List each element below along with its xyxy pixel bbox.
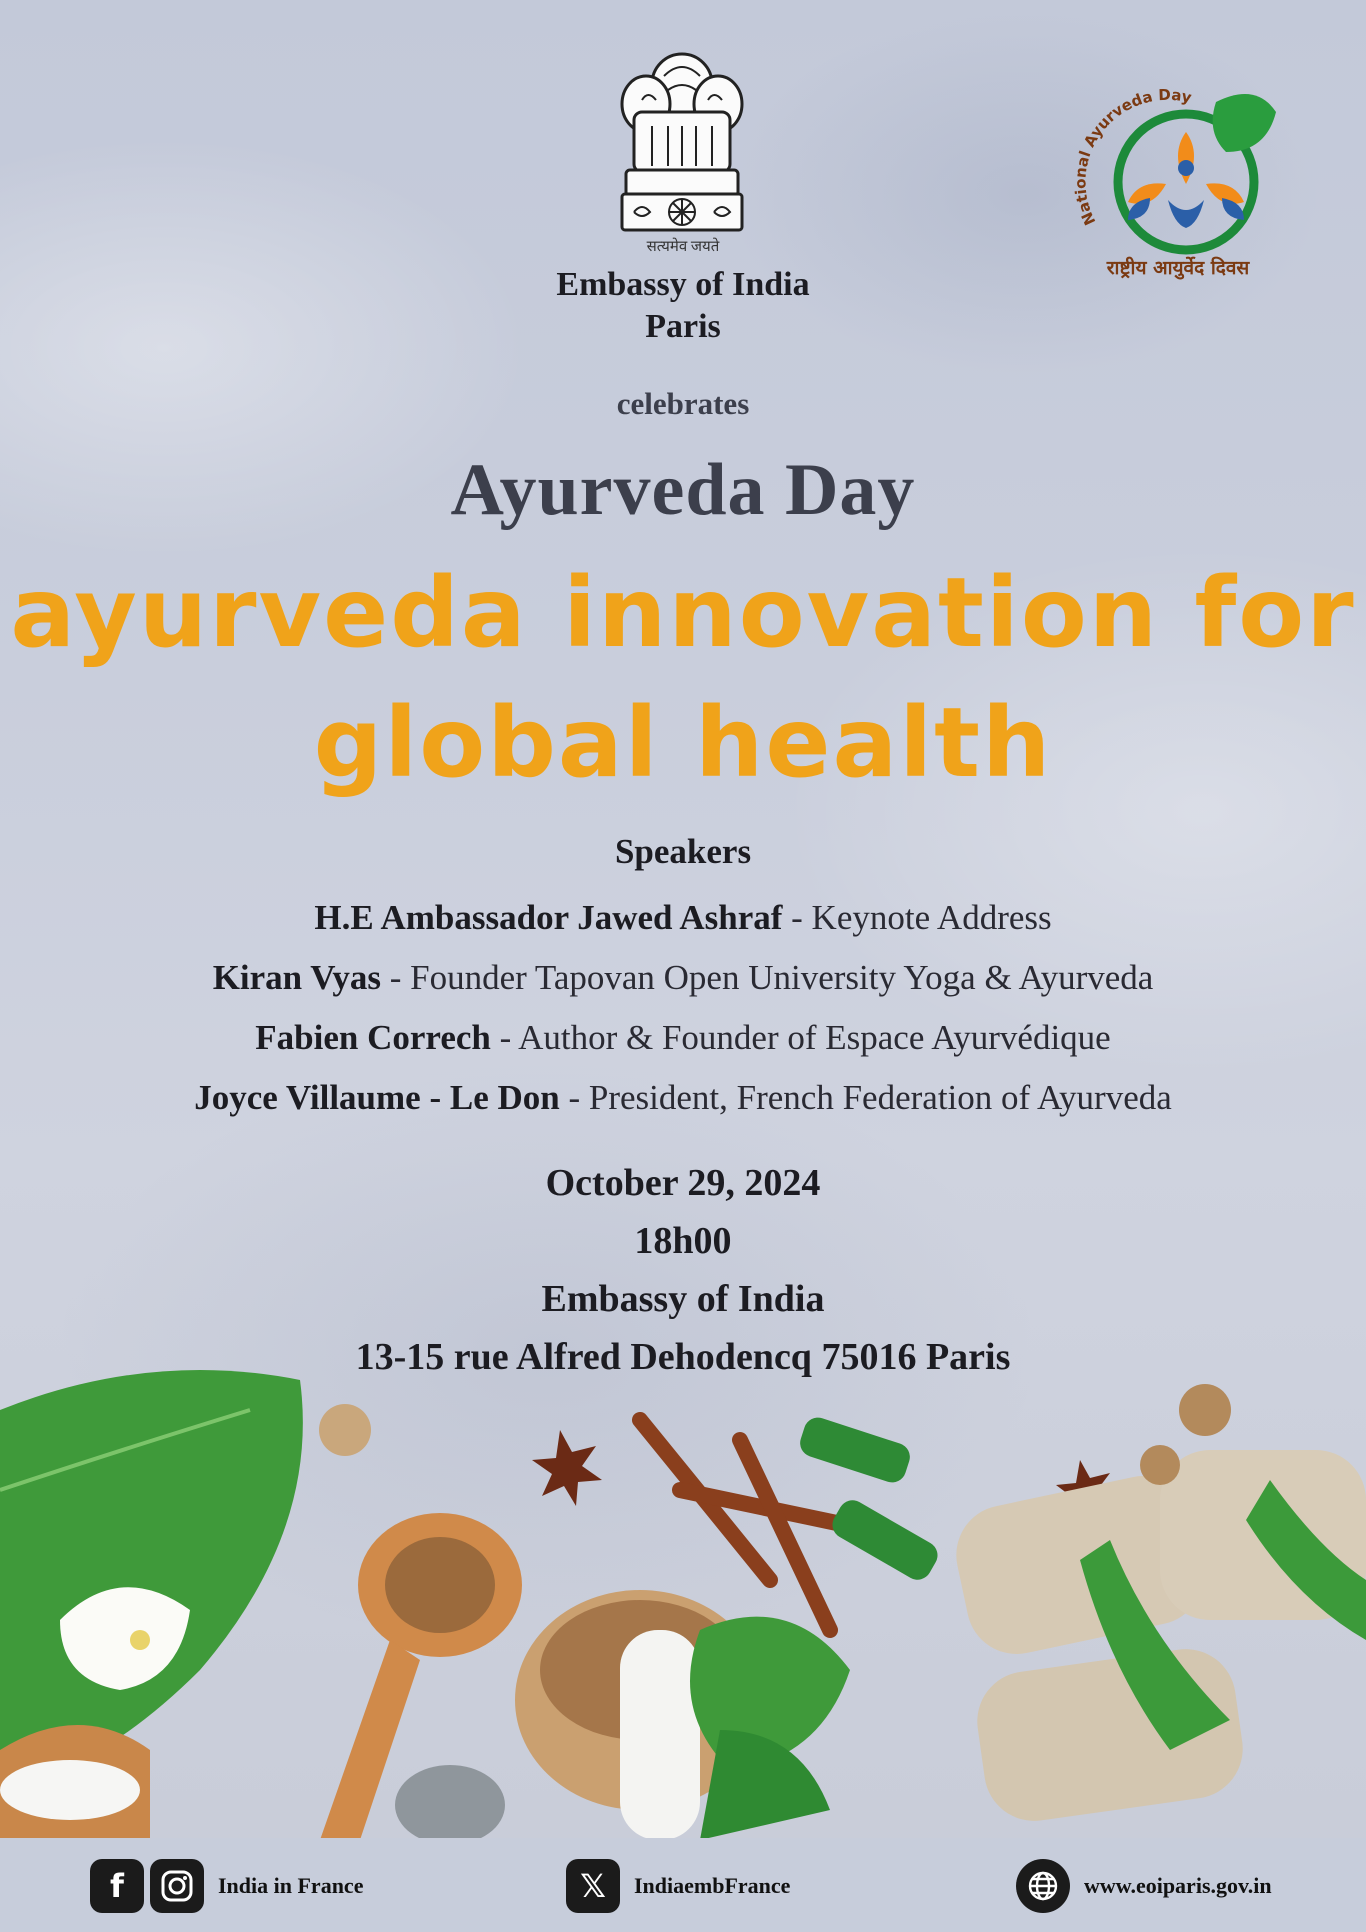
embassy-line1: Embassy of India [556, 266, 810, 303]
x-icon[interactable]: 𝕏 [566, 1859, 620, 1913]
national-ayurveda-day-logo [1066, 72, 1286, 292]
embassy-line2: Paris [645, 308, 721, 345]
event-time: 18h00 [634, 1220, 732, 1262]
event-details [0, 1154, 1366, 1386]
speaker-name: Kiran Vyas [212, 958, 381, 997]
speaker-role: - Keynote Address [782, 898, 1052, 937]
website-link[interactable] [1016, 1858, 1272, 1914]
speaker-item [0, 1008, 1366, 1068]
event-date: October 29, 2024 [545, 1162, 821, 1204]
emblem-icon [612, 42, 752, 238]
facebook-instagram-label[interactable]: India in France [218, 1873, 364, 1898]
ayurveda-botanicals-image [0, 1370, 1366, 1840]
logo-hindi-text: राष्ट्रीय आयुर्वेद दिवस [1106, 257, 1250, 279]
facebook-icon[interactable]: f [90, 1859, 144, 1913]
globe-icon[interactable] [1016, 1859, 1070, 1913]
event-title: Ayurveda Day [450, 449, 916, 531]
celebrates-label: celebrates [616, 386, 750, 421]
social-facebook-instagram[interactable] [90, 1858, 363, 1914]
speakers-heading: Speakers [614, 832, 752, 871]
logo-arc-text: National Ayurveda Day [1071, 85, 1194, 229]
speaker-item [0, 888, 1366, 948]
event-venue: Embassy of India [541, 1278, 825, 1320]
instagram-icon[interactable] [150, 1859, 204, 1913]
speaker-role: - President, French Federation of Ayurveda [559, 1078, 1172, 1117]
website-label[interactable]: www.eoiparis.gov.in [1084, 1873, 1272, 1898]
emblem-motto: सत्यमेव जयते [646, 239, 720, 255]
speaker-name: Fabien Correch [255, 1018, 491, 1057]
social-x[interactable] [566, 1858, 790, 1914]
speaker-role: - Author & Founder of Espace Ayurvédique [490, 1018, 1111, 1057]
speaker-item [0, 1068, 1366, 1128]
speaker-name: H.E Ambassador Jawed Ashraf [314, 898, 783, 937]
speaker-item [0, 948, 1366, 1008]
speaker-name: Joyce Villaume - Le Don [194, 1078, 560, 1117]
theme-line1: ayurveda innovation for [10, 557, 1356, 669]
speakers-list [0, 888, 1366, 1128]
x-label[interactable]: IndiaembFrance [634, 1873, 791, 1898]
speaker-role: - Founder Tapovan Open University Yoga & Ayurveda [380, 958, 1154, 997]
event-theme [0, 548, 1366, 808]
event-address: 13-15 rue Alfred Dehodencq 75016 Paris [355, 1336, 1011, 1378]
theme-line2: global health [313, 687, 1053, 799]
